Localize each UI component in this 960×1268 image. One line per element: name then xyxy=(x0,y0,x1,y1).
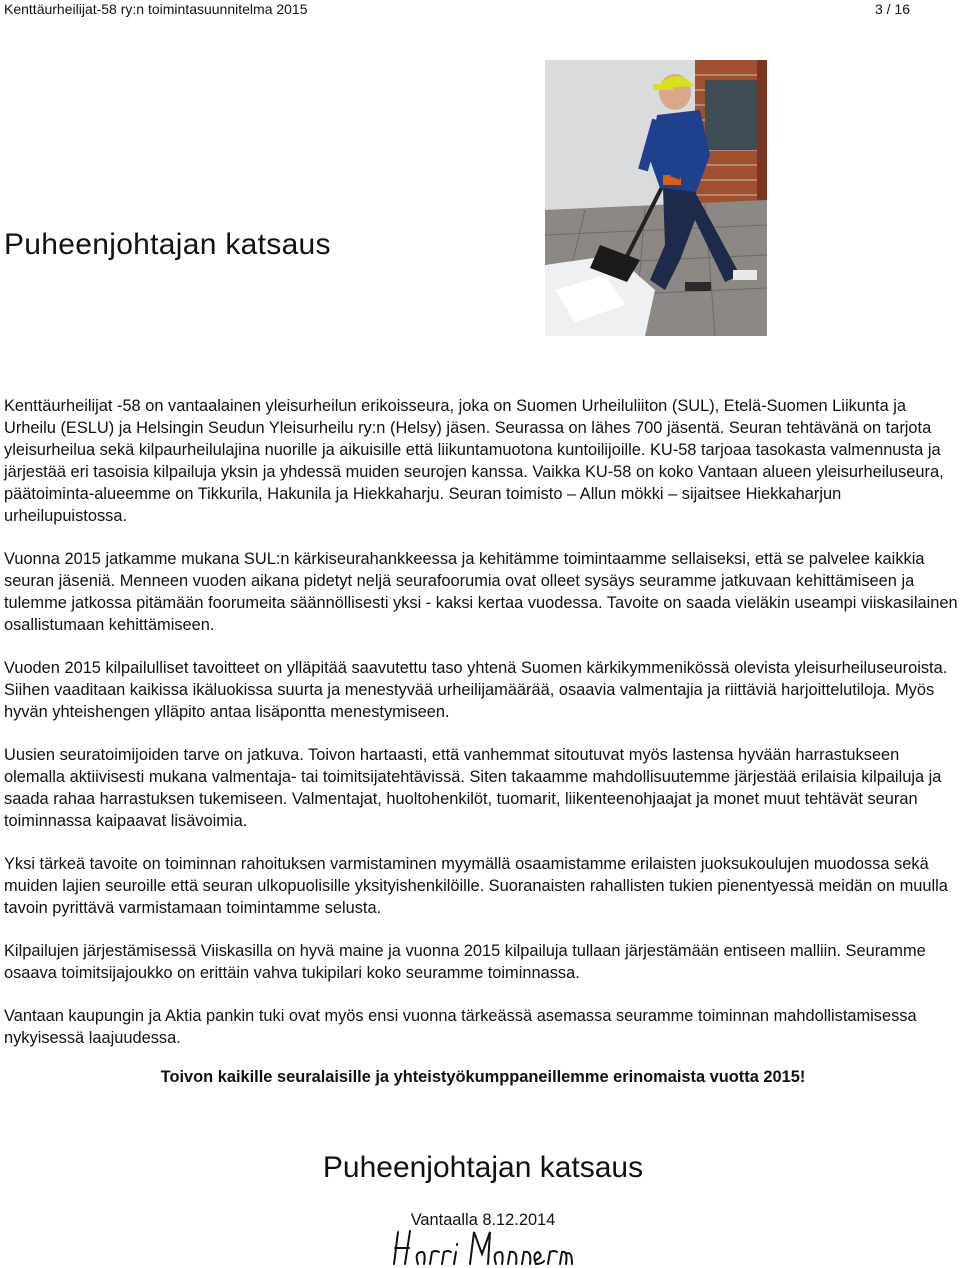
snow-shoveling-photo xyxy=(545,60,767,336)
place-and-date: Vantaalla 8.12.2014 xyxy=(410,1211,556,1229)
paragraph-competition-goals: Vuoden 2015 kilpailulliset tavoitteet on ylläpitää saavutettu taso yhtenä Suomen kärkikymmenikössä olevista yleisurheiluseuroista. Siihen vaaditaan kaikissa ikäluokissa suurta ja menestyvää urheilijamäärää, osaavia valmentajia ja riittäviä harjoittelutiloja. Myös hyvän yhteishengen ylläpito antaa lisäpontta menestymiseen. xyxy=(4,659,948,721)
paragraph-volunteers: Uusien seuratoimijoiden tarve on jatkuva. Toivon hartaasti, että vanhemmat sitoutuvat myös lastensa hyvään harrastukseen olemalla aktiivisesti mukana valmentaja- tai toimitsijatehtävissä. Siten takaamme mahdollisuutemme järjestää erilaisia kilpailuja ja saada rahaa harrastuksen tukemiseen. Valmentajat, huoltohenkilöt, tuomarit, liikenteenohjaajat ja monet muut tehtävät seuran toiminnassa kaipaavat lisävoimia. xyxy=(4,746,942,830)
article-body xyxy=(4,395,958,1070)
paragraph-events: Kilpailujen järjestämisessä Viiskasilla on hyvä maine ja vuonna 2015 kilpailuja tullaan järjestämään entiseen malliin. Seuramme osaava toimitsijajoukko on erittäin vahva tukipilari koko seuramme toiminnassa. xyxy=(4,942,926,982)
paragraph-sponsors: Vantaan kaupungin ja Aktia pankin tuki ovat myös ensi vuonna tärkeässä asemassa seuramme toiminnan mahdollistamisessa nykyisessä laajuudessa. xyxy=(4,1007,917,1047)
paragraph-funding: Yksi tärkeä tavoite on toiminnan rahoituksen varmistaminen myymällä osaamistamme erilaisten juoksukoulujen muodossa sekä muiden lajien seuroille että seuran ulkopuolisille yksityishenkilöille. Suoranaisten rahallisten tukien pienentyessä meidän on muulla tavoin pyrittävä varmistamaan toimintamme selusta. xyxy=(4,855,948,917)
document-title: Kenttäurheilijat-58 ry:n toimintasuunnitelma 2015 xyxy=(4,1,308,17)
handwritten-signature xyxy=(392,1228,577,1268)
page-title: Puheenjohtajan katsaus xyxy=(4,228,331,261)
signature-title: Puheenjohtajan katsaus xyxy=(322,1151,644,1184)
page-number: 3 / 16 xyxy=(874,1,910,17)
closing-greeting: Toivon kaikille seuralaisille ja yhteistyökumppaneillemme erinomaista vuotta 2015! xyxy=(160,1068,806,1086)
paragraph-development: Vuonna 2015 jatkamme mukana SUL:n kärkiseurahankkeessa ja kehitämme toimintaamme sellaiseksi, että se palvelee kaikkia seuran jäseniä. Menneen vuoden aikana pidetyt neljä seurafoorumia ovat olleet sysäys seuramme jatkuvaan kehittämiseen ja tulemme jatkossa pitämään foorumeita säännöllisesti yksi - kaksi kertaa vuodessa. Tavoite on saada vieläkin useampi viiskasilainen osallistumaan kehittämiseen. xyxy=(4,550,958,634)
paragraph-club-intro: Kenttäurheilijat -58 on vantaalainen yleisurheilun erikoisseura, joka on Suomen Urheiluliiton (SUL), Etelä-Suomen Liikunta ja Urheilu (ESLU) ja Helsingin Seudun Yleisurheilu ry:n (Helsy) jäsen. Seurassa on lähes 700 jäsentä. Seuran tehtävänä on tarjota yleisurheilua sekä kilpaurheilulajina nuorille ja aikuisille että liikuntamuotona kuntoilijoille. KU-58 tarjoaa tasokasta valmennusta ja järjestää eri tasoisia kilpailuja yksin ja yhdessä muiden seurojen kanssa. Vaikka KU-58 on koko Vantaan alueen yleisurheiluseura, päätoiminta-alueemme on Tikkurila, Hakunila ja Hiekkaharju. Seuran toimisto – Allun mökki – sijaitsee Hiekkaharjun urheilupuistossa. xyxy=(4,397,944,525)
